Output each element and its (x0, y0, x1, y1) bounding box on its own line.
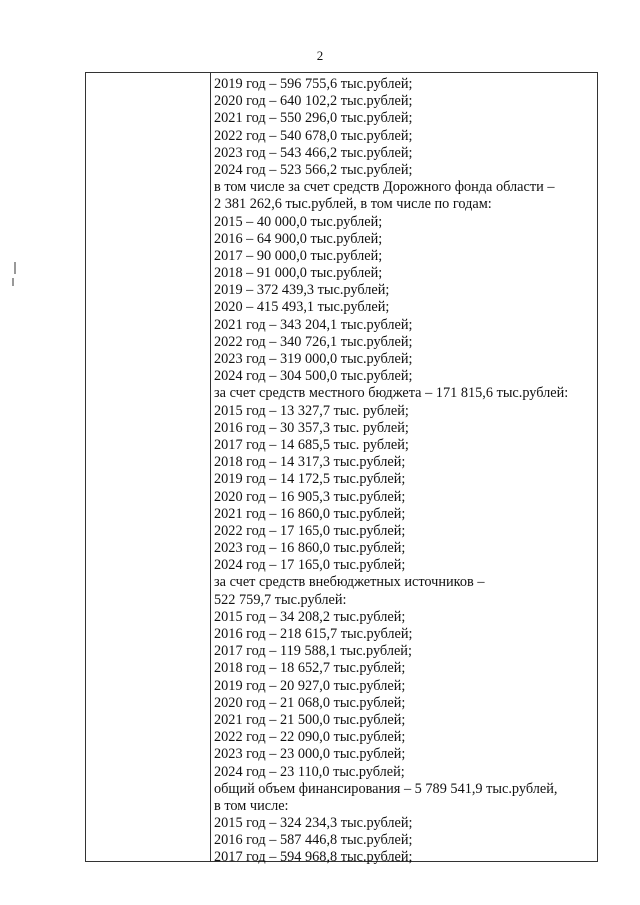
text-line: 2024 год – 304 500,0 тыс.рублей; (214, 368, 413, 385)
text-line: 2019 год – 596 755,6 тыс.рублей; (214, 76, 413, 92)
text-line: 2020 – 415 493,1 тыс.рублей; (214, 299, 390, 316)
text-line: 2024 год – 523 566,2 тыс.рублей; (214, 161, 413, 178)
page-number: 2 (316, 48, 324, 63)
column-divider (210, 73, 211, 861)
text-line: 2024 год – 23 110,0 тыс.рублей; (214, 763, 405, 780)
text-line: 522 759,7 тыс.рублей: (214, 591, 347, 608)
text-line: в том числе за счет средств Дорожного фонда области – (214, 179, 555, 196)
table-right-cell (214, 76, 595, 866)
text-line: 2016 год – 218 615,7 тыс.рублей; (214, 626, 413, 642)
text-line: 2018 год – 14 317,3 тыс.рублей; (214, 454, 406, 471)
text-line: 2020 год – 16 905,3 тыс.рублей; (214, 488, 406, 505)
text-line: 2023 год – 543 466,2 тыс.рублей; (214, 144, 413, 161)
text-line: 2020 год – 640 102,2 тыс.рублей; (214, 93, 413, 110)
text-line: 2017 – 90 000,0 тыс.рублей; (214, 247, 383, 264)
text-line: 2023 год – 319 000,0 тыс.рублей; (214, 351, 413, 367)
text-line: 2018 год – 18 652,7 тыс.рублей; (214, 660, 406, 677)
text-line: 2020 год – 21 068,0 тыс.рублей; (214, 694, 406, 711)
scan-mark (12, 278, 14, 286)
text-line: 2019 – 372 439,3 тыс.рублей; (214, 282, 390, 299)
text-line: 2015 год – 34 208,2 тыс.рублей; (214, 608, 406, 625)
text-line: за счет средств внебюджетных источников – (214, 574, 485, 591)
text-line: за счет средств местного бюджета – 171 815,6 тыс.рублей: (214, 385, 569, 402)
text-line: 2019 год – 20 927,0 тыс.рублей; (214, 677, 406, 694)
text-line: 2024 год – 17 165,0 тыс.рублей; (214, 557, 406, 574)
text-line: 2016 – 64 900,0 тыс.рублей; (214, 230, 383, 247)
text-line: общий объем финансирования – 5 789 541,9 тыс.рублей, (214, 780, 558, 797)
text-line: 2023 год – 16 860,0 тыс.рублей; (214, 540, 406, 557)
text-line: 2022 год – 17 165,0 тыс.рублей; (214, 522, 406, 539)
text-line: 2022 год – 540 678,0 тыс.рублей; (214, 127, 413, 144)
text-line: 2022 год – 340 726,1 тыс.рублей; (214, 333, 413, 350)
text-line: 2021 год – 16 860,0 тыс.рублей; (214, 505, 406, 522)
text-line: 2016 год – 587 446,8 тыс.рублей; (214, 832, 413, 849)
text-line: 2015 год – 13 327,7 тыс. рублей; (214, 402, 409, 419)
text-line: 2019 год – 14 172,5 тыс.рублей; (214, 471, 406, 488)
text-line: 2021 год – 21 500,0 тыс.рублей; (214, 711, 406, 728)
text-line: 2023 год – 23 000,0 тыс.рублей; (214, 746, 406, 763)
text-line: 2 381 262,6 тыс.рублей, в том числе по годам: (214, 196, 492, 213)
scan-mark (14, 262, 16, 274)
text-line: 2017 год – 594 968,8 тыс.рублей; (214, 849, 413, 866)
text-line: 2017 год – 14 685,5 тыс. рублей; (214, 436, 409, 453)
text-line: 2017 год – 119 588,1 тыс.рублей; (214, 643, 412, 660)
text-line: 2015 – 40 000,0 тыс.рублей; (214, 213, 383, 230)
text-line: 2021 год – 343 204,1 тыс.рублей; (214, 316, 413, 333)
document-table (85, 72, 598, 866)
text-line: 2018 – 91 000,0 тыс.рублей; (214, 265, 383, 282)
text-line: 2021 год – 550 296,0 тыс.рублей; (214, 110, 413, 127)
text-line: 2016 год – 30 357,3 тыс. рублей; (214, 419, 409, 436)
text-line: в том числе: (214, 797, 289, 814)
text-line: 2015 год – 324 234,3 тыс.рублей; (214, 815, 413, 832)
text-line: 2022 год – 22 090,0 тыс.рублей; (214, 729, 406, 746)
